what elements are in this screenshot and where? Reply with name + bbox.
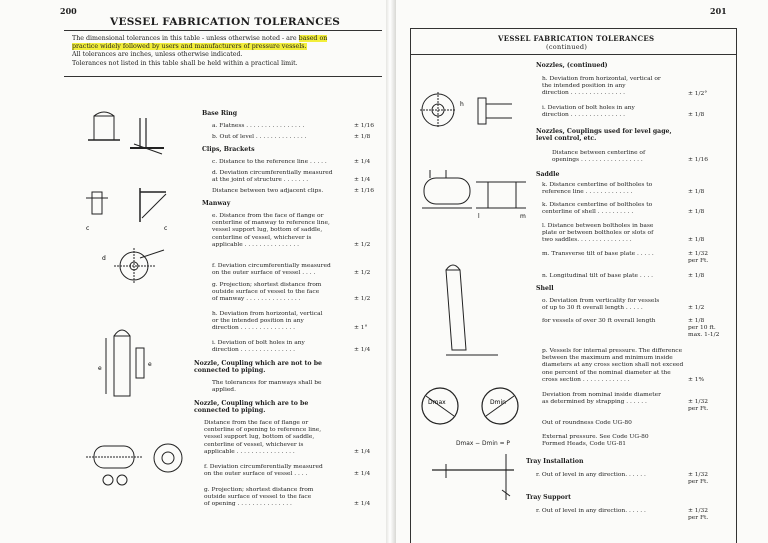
highlighted-text: practice widely followed by users and manufacturers of pressure vessels.	[72, 43, 307, 51]
base-ring-figure	[84, 108, 194, 543]
book-gutter	[386, 0, 396, 543]
section-nozzle-not-piping: Nozzle, Coupling which are not to be connected to piping.	[194, 360, 322, 375]
svg-text:d: d	[102, 255, 106, 262]
svg-text:c: c	[164, 225, 168, 232]
svg-text:e: e	[98, 365, 102, 372]
right-page-title: VESSEL FABRICATION TOLERANCES	[498, 34, 655, 43]
svg-text:e: e	[148, 361, 152, 368]
roundness-formula: Dmax − Dmin = P	[456, 441, 510, 447]
section-manway: Manway	[202, 200, 231, 207]
page-number-left: 200	[60, 6, 77, 16]
svg-text:h: h	[460, 101, 464, 108]
svg-text:l: l	[478, 213, 480, 220]
section-shell: Shell	[536, 285, 554, 292]
nozzle-saddle-shell-figure	[416, 70, 531, 534]
left-page-title: VESSEL FABRICATION TOLERANCES	[110, 16, 341, 28]
intro-paragraph: The dimensional tolerances in this table - unless otherwise noted - are based on practice widely followed by users and manufacturers of pressure vessels. All tolerances are inches, unless otherwise indicated. Tolerances not listed in this table shall be held within a practical limit.	[72, 35, 328, 67]
svg-text:m: m	[520, 213, 526, 220]
section-nozzle-to-piping: Nozzle, Coupling which are to be connected to piping.	[194, 400, 309, 415]
right-page: 201 VESSEL FABRICATION TOLERANCES (continued) h l m Dmax Dmin Dmax − Dmin = P Nozzles, (continued) h. Deviation from horizontal, vertical or the intended position in any direction . . . . . . . . . . . . . . . ± 1/2° i. Deviation of bolt holes in any direction . . . . . . . . . . . . . . . ± 1/8 Nozzles, Couplings used for level gage, level control, etc. Distance between centerline of openings . . . . . . . . . . . . . . . . . ± 1/16 Saddle k. Distance centerline of boltholes to reference line . . . . . . . . . . . . . ± 1/8 k. Distance centerline of boltholes to centerline of shell . . . . . . . . . . ± 1/8 l. Distance between boltholes in base plate or between boltholes or slots of two saddles. . . . . . . . . . . . . . . ± 1/8 m. Transverse tilt of base plate . . . . . ± 1/32 per Ft. n. Longitudinal tilt of base plate . . . . ± 1/8 Shell o. Deviation from verticality for vessels of up to 30 ft overall length . . . . . ± 1/2 for vessels of over 30 ft overall length ± 1/8 per 10 ft. max. 1-1/2 p. Vessels for internal pressure. The difference between the maximum and minimum inside diameters at any cross section shall not exceed one percent of the nominal diameter at the cross section . . . . . . . . . . . . . ± 1% Deviation from nominal inside diameter as determined by strapping . . . . . . ± 1/32 per Ft. Out of roundness Code UG-80 External pressure. See Code UG-80 Formed Heads, Code UG-81 Tray Installation r. Out of level in any direction. . . . . . ± 1/32 per Ft. Tray Support r. Out of level in any direction. . . . . . ± 1/32 per Ft.	[396, 0, 754, 543]
svg-text:Dmin: Dmin	[490, 399, 506, 406]
page-number-right: 201	[710, 6, 727, 16]
left-page: 200 VESSEL FABRICATION TOLERANCES The dimensional tolerances in this table - unless otherwise noted - are based on practice widely followed by users and manufacturers of pressure vessels. All tolerances are inches, unless otherwise indicated. Tolerances not listed in this table shall be held within a practical limit. c c d e e Base Ring a. Flatness . . . . . . . . . . . . . . . . ± 1/16 b. Out of level . . . . . . . . . . . . . . ± 1/8 Clips, Brackets c. Distance to the reference line . . . . . ± 1/4 d. Deviation circumferentially measured at the joint of structure . . . . . . . ± 1/4 Distance between two adjacent clips. ± 1/16 Manway e. Distance from the face of flange or centerline of manway to reference line, vessel support lug, bottom of saddle, centerline of vessel, whichever is applicable . . . . . . . . . . . . . . . ± 1/2 f. Deviation circumferentially measured on the outer surface of vessel . . . . ± 1/2 g. Projection; shortest distance from outside surface of vessel to the face of manway . . . . . . . . . . . . . . . ± 1/2 h. Deviation from horizontal, vertical or the intended position in any direction . . . . . . . . . . . . . . . ± 1° i. Deviation of bolt holes in any direction . . . . . . . . . . . . . . . ± 1/4 Nozzle, Coupling which are not to be connected to piping. The tolerances for manways shall be applied. Nozzle, Coupling which are to be connected to piping. Distance from the face of flange or centerline of opening to reference line, vessel support lug, bottom of saddle, centerline of vessel, whichever is applicable . . . . . . . . . . . . . . . . ± 1/4 f. Deviation circumferentially measured on the outer surface of vessel . . . . ± 1/4 g. Projection; shortest distance from outside surface of vessel to the face of opening . . . . . . . . . . . . . . . ± 1/4	[14, 0, 386, 543]
svg-text:Dmax: Dmax	[428, 399, 446, 406]
section-tray-installation: Tray Installation	[526, 458, 584, 465]
section-base-ring: Base Ring	[202, 110, 238, 117]
section-clips: Clips, Brackets	[202, 146, 255, 153]
section-saddle: Saddle	[536, 171, 560, 178]
section-nozzles-gage: Nozzles, Couplings used for level gage, level control, etc.	[536, 128, 672, 143]
section-nozzles-continued: Nozzles, (continued)	[536, 62, 608, 69]
svg-text:c: c	[86, 225, 90, 232]
section-tray-support: Tray Support	[526, 494, 572, 501]
